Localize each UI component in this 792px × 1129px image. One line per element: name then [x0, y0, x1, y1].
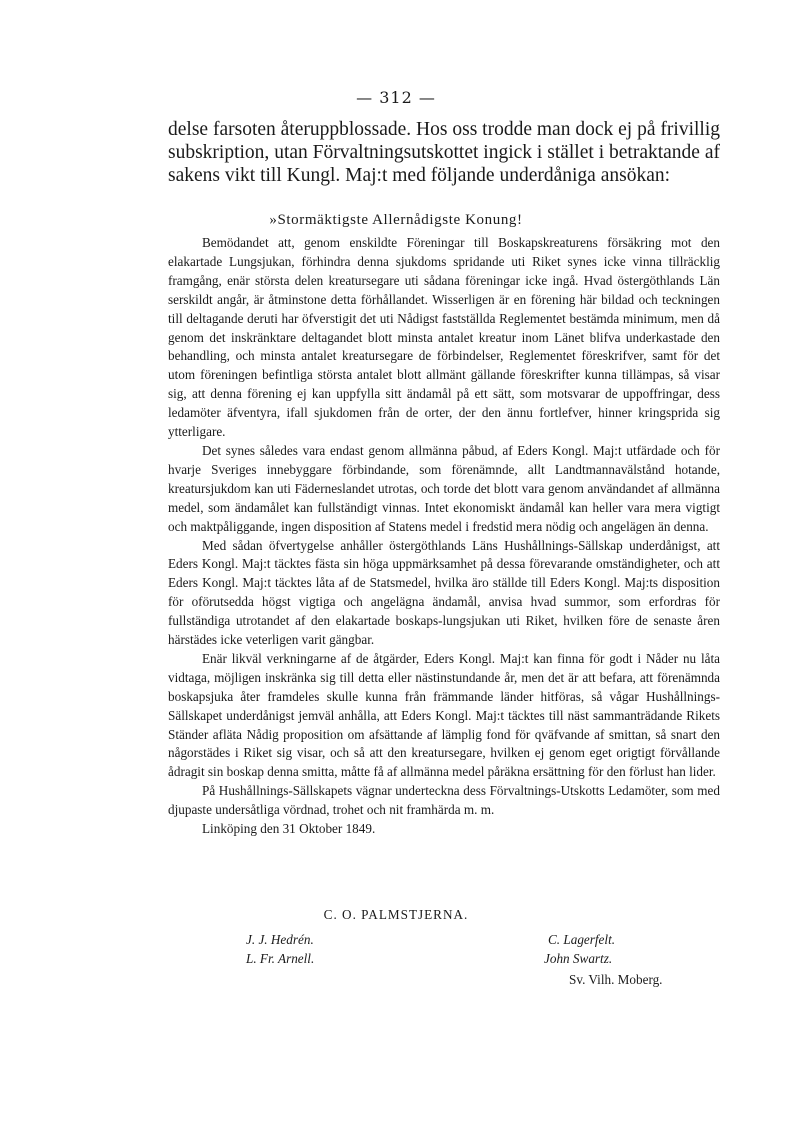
letter-paragraph: Det synes således vara endast genom allmänna påbud, af Eders Kongl. Maj:t utfärdade och för hvarje Sveriges innebyggare förbindande, som förenämnde, allt Landtmannavälstånd hotande, kreatursjukdom kan uti Fäderneslandet utrotas, och torde det blott vara genom användandet af allmänna medel, som ändamålet kan fullständigt vinnas. Intet ekonomiskt ändamål kan heller vara mera vigtigt och maktpåliggande, ingen disposition af Statens medel i fredstid mera nödig och angelägen än denna.: [168, 442, 720, 534]
letter-body: [168, 234, 720, 839]
signature-moberg: Sv. Vilh. Moberg.: [569, 972, 663, 987]
letter-paragraph: På Hushållnings-Sällskapets vägnar underteckna dess Förvaltnings-Utskotts Ledamöter, som med djupaste undersåtliga vördnad, trohet och nit framhärda m. m.: [168, 783, 720, 818]
signature-hedren: J. J. Hedrén.: [246, 932, 314, 947]
signature-arnell: L. Fr. Arnell.: [246, 951, 315, 966]
letter-paragraph: Enär likväl verkningarne af de åtgärder, Eders Kongl. Maj:t kan finna för godt i Nåder nu låta vidtaga, möjligen inskränka sig till detta eller nästinstundande år, men det är att befara, att förenämnda boskapsjuka åter framdeles skulle kunna från främmande länder hitföras, så vågar Hushållnings-Sällskapet underdånigst jemväl anhålla, att Eders Kongl. Maj:t täcktes till näst sammanträdande Rikets Ständer afläta Nådig proposition om afsättande af lämplig fond för qväfvande af smittan, så snart den någorstädes i Riket sig visar, och så att den kreatursegare, hvilken ej genom eget origtigt förvållande ådragit sin boskap denna smitta, måtte få af allmänna medel påräkna ersättning för den förlust han lider.: [168, 650, 720, 780]
signature-chair: C. O. PALMSTJERNA.: [323, 907, 469, 922]
signature-swartz: John Swartz.: [544, 951, 613, 966]
salutation: »Stormäktigste Allernådigste Konung!: [269, 212, 523, 228]
page-number: — 312 —: [356, 88, 436, 107]
intro-paragraph: delse farsoten återuppblossade. Hos oss trodde man dock ej på frivillig subskription, utan Förvaltningsutskottet ingick i stället i betraktande af sakens vikt till Kungl. Maj:t med följande underdåniga ansökan:: [168, 119, 720, 186]
letter-paragraph: Bemödandet att, genom enskildte Föreningar till Boskapskreaturens försäkring mot den elakartade Lungsjukan, förhindra denna sjukdoms spridande uti Riket synes icke vinna tillräcklig framgång, enär största delen kreatursegare uti sådana föreningar icke ingå. Hvad östergöthlands Län serskildt angår, är åtminstone detta förhållandet. Wisserligen är en förening här bildad och teckningen till deltagande deruti har öfverstigit det uti Nådigst fastställda Reglementet bestämda minimum, men då genom det inskränktare deltagandet blott minsta antalet kreatur inom Länet blifva underkastade den behandling, och minsta antalet kreatursegare de förbindelser, Reglementet föreskrifver, samt för det utom föreningen befintliga största antalet blott allmänt gällande föreskrifter kunna tillämpas, så visar sig, att denna förening ej kan uppfylla sitt ändamål på ett sätt, som motsvarar de uppoffringar, dess ledamöter äfventyra, ifall sjukdomen från de orter, der den ännu fortlefver, hinner kringsprida sig ytterligare.: [168, 235, 720, 440]
letter-paragraph: Med sådan öfvertygelse anhåller östergöthlands Läns Hushållnings-Sällskap underdånigst, att Eders Kongl. Maj:t täcktes fästa sin höga uppmärksamhet på dessa förevarande omständigheter, och att Eders Kongl. Maj:t täcktes låta af de Statsmedel, hvilka äro ställde till Eders Kongl. Maj:ts disposition för oförutsedda högst vigtiga och angelägna ändamål, anvisa hvad summor, som erfordras för fullständiga utrotandet af den elakartade boskaps-lungsjukan uti Riket, hvilken före de senaste åren härstädes icke veterligen varit gängbar.: [168, 537, 720, 648]
place-date: Linköping den 31 Oktober 1849.: [202, 821, 376, 837]
signature-lagerfelt: C. Lagerfelt.: [548, 932, 616, 947]
